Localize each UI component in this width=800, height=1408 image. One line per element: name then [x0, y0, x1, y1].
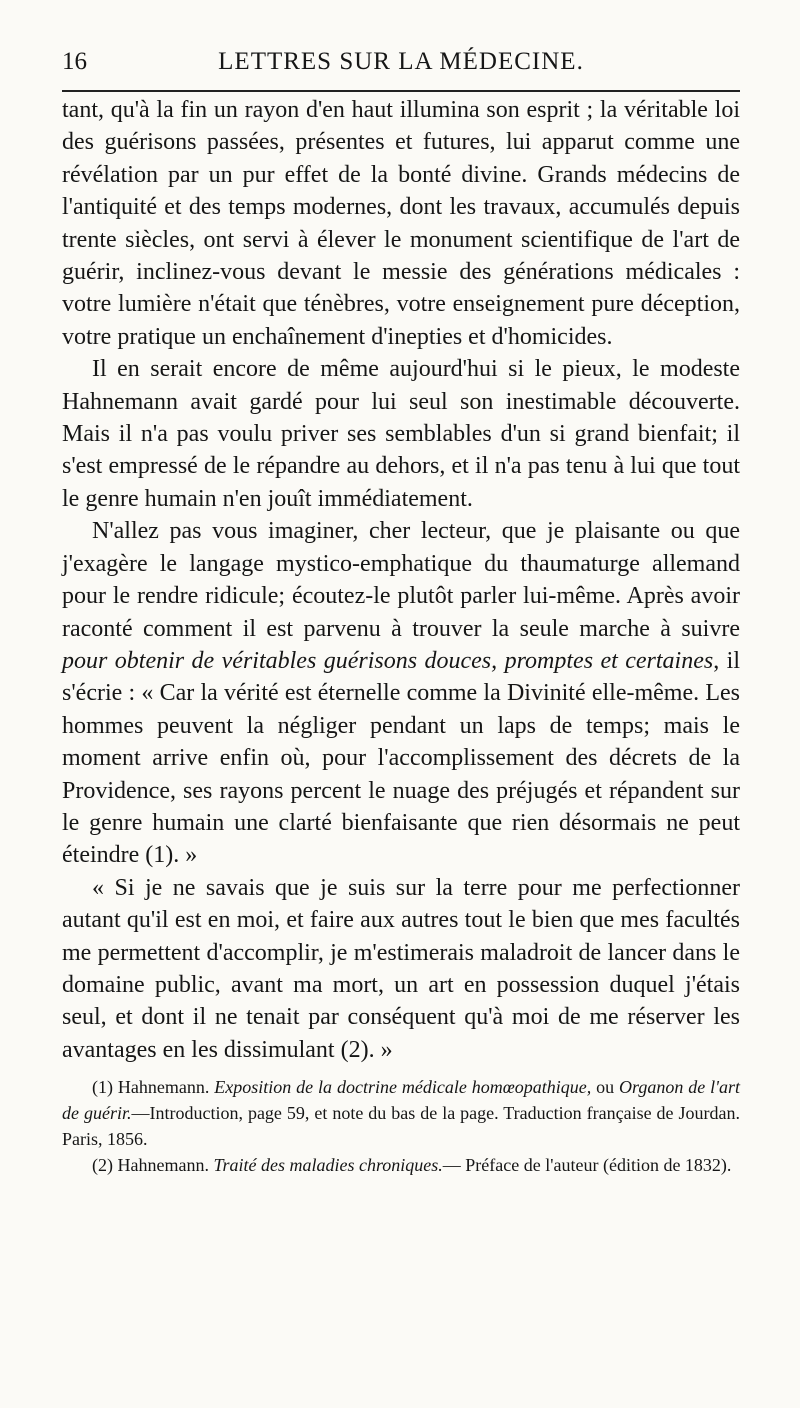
footnote-2	[62, 1152, 740, 1178]
footnote-2-title: Traité des maladies chroniques.	[213, 1155, 443, 1176]
running-title: LETTRES SUR LA MÉDECINE.	[218, 48, 584, 75]
paragraph-2: Il en serait encore de même aujourd'hui si le pieux, le modeste Hahnemann avait gardé pour lui seul son inestimable découverte. Mais il n'a pas voulu priver ses semblables d'un si grand bienfait; il s'est empressé de le répandre au dehors, et il n'a pas tenu à lui que tout le genre humain n'en jouît immédiatement.	[62, 356, 740, 512]
page-body	[62, 94, 740, 1178]
footnote-1-subtitle: Organon de l'art de guérir.	[62, 1077, 740, 1124]
footnote-1-details: —Introduction, page 59, et note du bas de la page. Traduction française de Jourdan. Paris, 1856.	[62, 1103, 740, 1150]
footnote-1-or: ou	[591, 1077, 620, 1098]
page-header	[62, 46, 740, 92]
paragraph-3-text-end: , il s'écrie : « Car la vérité est éternelle comme la Divinité elle-même. Les hommes peuvent la négliger pendant un laps de temps; mais le moment arrive enfin où, pour l'accomplissement des décrets de la Providence, ses rayons percent le nuage des préjugés et répandent sur le genre humain une clarté bienfaisante que rien désormais ne peut éteindre (1). »	[62, 647, 740, 869]
paragraph-3-text-start: N'allez pas vous imaginer, cher lecteur, que je plaisante ou que j'exagère le langage mystico-emphatique du thaumaturge allemand pour le rendre ridicule; écoutez-le plutôt parler lui-même. Après avoir raconté comment il est parvenu à trouver la seule marche à suivre	[62, 518, 740, 642]
footnote-1	[62, 1074, 740, 1152]
paragraph-3	[62, 515, 740, 871]
paragraph-4: « Si je ne savais que je suis sur la terre pour me perfectionner autant qu'il est en moi, et faire aux autres tout le bien que mes facultés me permettent d'accomplir, je m'estimerais maladroit de lancer dans le domaine public, avant ma mort, un art en possession duquel j'étais seul, et dont il ne tenait par conséquent qu'à moi de me réserver les avantages en les dissimulant (2). »	[62, 874, 740, 1063]
footnote-1-title: Exposition de la doctrine médicale homœopathique,	[214, 1077, 592, 1098]
footnote-2-details: — Préface de l'auteur (édition de 1832).	[442, 1155, 732, 1176]
footnote-1-author: (1) Hahnemann.	[92, 1077, 215, 1098]
footnote-2-author: (2) Hahnemann.	[92, 1155, 214, 1176]
paragraph-3-italic-quote: pour obtenir de véritables guérisons douces, promptes et certaines	[62, 647, 714, 674]
page-number: 16	[62, 48, 87, 75]
footnotes	[62, 1074, 740, 1178]
paragraph-1: tant, qu'à la fin un rayon d'en haut illumina son esprit ; la véritable loi des guérisons passées, présentes et futures, lui apparut comme une révélation par un pur effet de la bonté divine. Grands médecins de l'antiquité et des temps modernes, dont les travaux, accumulés depuis trente siècles, ont servi à élever le monument scientifique de l'art de guérir, inclinez-vous devant le messie des générations médicales : votre lumière n'était que ténèbres, votre enseignement pure déception, votre pratique un enchaînement d'inepties et d'homicides.	[62, 97, 740, 350]
